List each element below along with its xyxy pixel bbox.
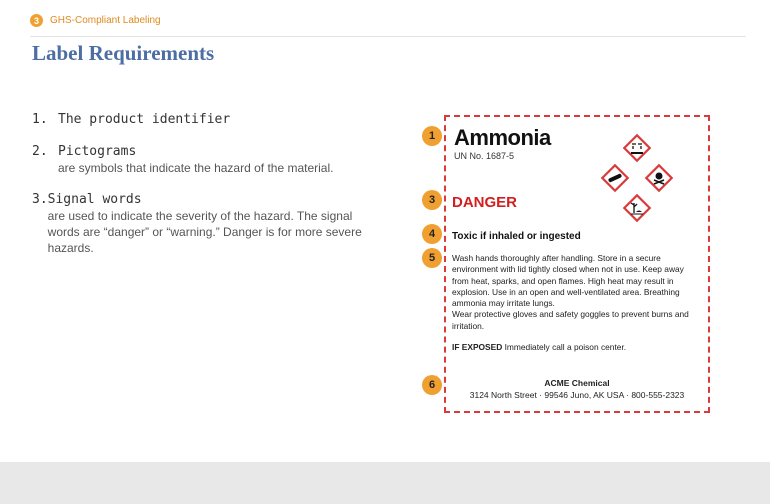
callout-4: 4 (422, 224, 442, 244)
requirements-list (32, 112, 377, 272)
footer-bar (0, 462, 770, 504)
item-title: Signal words (47, 192, 142, 207)
skull-crossbones-pictogram-icon (644, 163, 674, 193)
item-title: The product identifier (58, 112, 231, 127)
product-identifier: Ammonia (454, 125, 551, 150)
item-number: 3. (32, 192, 48, 207)
callout-6: 6 (422, 375, 442, 395)
first-aid-statement (452, 342, 697, 353)
item-description: are symbols that indicate the hazard of the material. (58, 161, 334, 175)
callout-1: 1 (422, 126, 442, 146)
item-title: Pictograms (58, 144, 137, 159)
gas-cylinder-pictogram-icon (600, 163, 630, 193)
callout-3: 3 (422, 190, 442, 210)
ghs-label (444, 115, 710, 413)
callout-5: 5 (422, 248, 442, 268)
first-aid-text: Immediately call a poison center. (504, 342, 627, 353)
page-title: Label Requirements (32, 41, 215, 65)
supplier-name: ACME Chemical (544, 378, 610, 388)
precaution-text: Wear protective gloves and safety goggles to prevent burns and irritation. (452, 309, 689, 331)
precaution-text: Wash hands thoroughly after handling. Store in a secure environment with lid tightly closed when not in use. Keep away from heat, sparks, and open flames. High heat may result in explosion. Use in an open and well-ventilated area. Breathing ammonia may irritate lungs. (452, 253, 684, 309)
hazard-statement: Toxic if inhaled or ingested (452, 231, 581, 242)
breadcrumb (30, 14, 161, 27)
corrosion-pictogram-icon (622, 133, 652, 163)
item-number: 1. (32, 112, 48, 127)
item-description: are used to indicate the severity of the hazard. The signal words are “danger” or “warning.” Danger is for more severe hazards. (47, 209, 362, 255)
section-title: GHS-Compliant Labeling (50, 15, 161, 26)
precautionary-statements (452, 253, 697, 353)
header-divider (30, 36, 746, 37)
step-number-badge: 3 (30, 14, 43, 27)
signal-word: DANGER (452, 194, 518, 211)
environment-pictogram-icon (622, 193, 652, 223)
first-aid-lead: IF EXPOSED (452, 342, 503, 353)
supplier-address: 3124 North Street · 99546 Juno, AK USA · 800-555-2323 (469, 390, 685, 400)
list-item (32, 112, 377, 128)
un-number: UN No. 1687-5 (454, 151, 515, 161)
supplier-info (446, 377, 708, 401)
list-item (32, 144, 377, 176)
item-number: 2. (32, 144, 48, 159)
list-item (32, 192, 377, 256)
